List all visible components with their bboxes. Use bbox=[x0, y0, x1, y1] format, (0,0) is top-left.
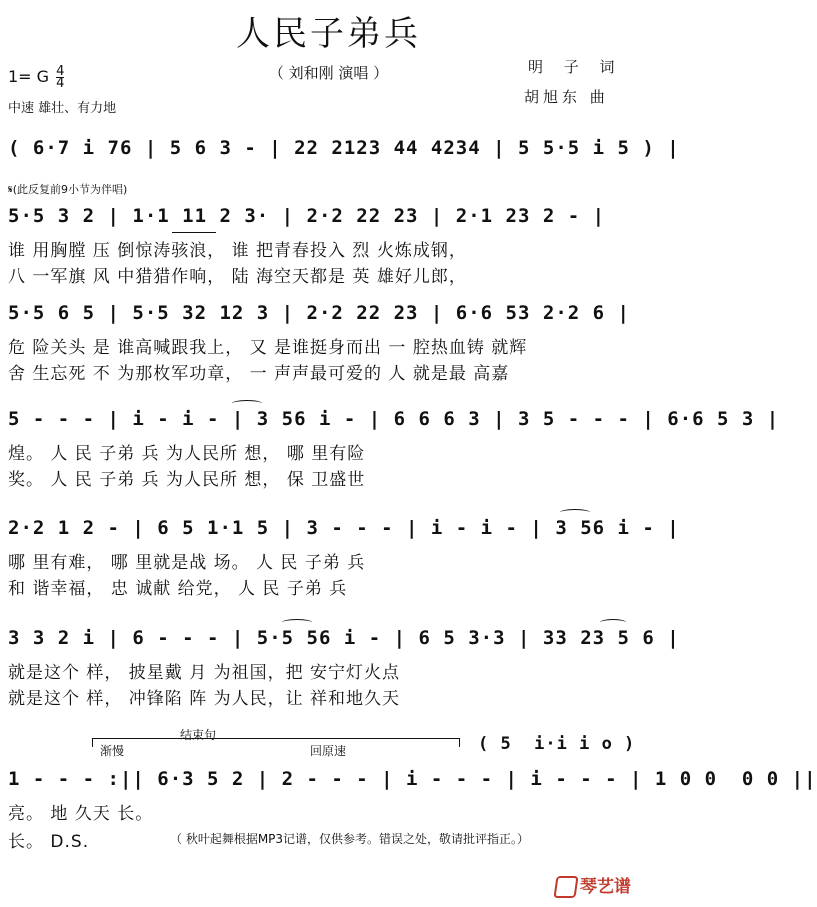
time-top: 4 bbox=[56, 64, 65, 79]
composer-credit: 胡旭东 曲 bbox=[524, 88, 609, 106]
lyricist-credit: 明 子 词 bbox=[528, 58, 623, 76]
lyric-row-4-verse-2: 和 谐幸福， 忠 诚献 给党， 人 民 子弟 兵 bbox=[8, 579, 348, 599]
lyric-row-1-verse-2: 八 一军旗 风 中猎猎作响， 陆 海空天都是 英 雄好儿郎， bbox=[8, 267, 467, 287]
gradual-slow-label: 渐慢 bbox=[100, 744, 125, 758]
under-1 bbox=[172, 232, 216, 233]
watermark bbox=[555, 872, 631, 898]
lyric-row-2-verse-1: 危 险关头 是 谁高喊跟我上， 又 是谁挺身而出 一 腔热血铸 就辉 bbox=[8, 338, 528, 358]
notation-row-4: 2·2 1 2 - | 6 5 1·1 5 | 3 - - - | i - i - | 3 56 i - | bbox=[8, 517, 680, 539]
lyric-row-4-verse-1: 哪 里有难， 哪 里就是战 场。 人 民 子弟 兵 bbox=[8, 553, 366, 573]
time-bottom: 4 bbox=[56, 76, 65, 91]
coda-notes: ( 5 i·i i o ) bbox=[478, 734, 636, 754]
segno-note: 𝄋(此反复前9小节为伴唱) bbox=[8, 183, 128, 196]
lyric-row-5-verse-1: 就是这个 样， 披星戴 月 为祖国，把 安宁灯火点 bbox=[8, 663, 401, 683]
notation-row-1: 5·5 3 2 | 1·1 11 2 3· | 2·2 22 23 | 2·1 23 2 - | bbox=[8, 205, 606, 227]
notation-row-2: 5·5 6 5 | 5·5 32 12 3 | 2·2 22 23 | 6·6 53 2·2 6 | bbox=[8, 302, 630, 324]
slur-row-5a bbox=[282, 619, 312, 626]
slur-row-3 bbox=[232, 400, 262, 407]
a-tempo-label: 回原速 bbox=[310, 744, 347, 758]
lyric-row-3-verse-1: 煌。 人 民 子弟 兵 为人民所 想， 哪 里有险 bbox=[8, 444, 366, 464]
slur-row-4 bbox=[560, 509, 590, 516]
watermark-logo-icon bbox=[553, 876, 578, 898]
slur-row-5b bbox=[600, 619, 626, 626]
song-title: 人民子弟兵 bbox=[236, 14, 421, 54]
watermark-text: 琴艺谱 bbox=[580, 877, 631, 897]
lyric-row-3-verse-2: 奖。 人 民 子弟 兵 为人民所 想， 保 卫盛世 bbox=[8, 470, 366, 490]
footnote: （ 秋叶起舞根据MP3记谱，仅供参考。错误之处，敬请批评指正。） bbox=[170, 832, 530, 846]
tempo-marking: 中速 雄壮、有力地 bbox=[8, 101, 117, 116]
singer-credit: （ 刘和刚 演唱 ） bbox=[268, 64, 389, 82]
lyric-row-1-verse-1: 谁 用胸膛 压 倒惊涛骇浪， 谁 把青春投入 烈 火炼成钢， bbox=[8, 241, 467, 261]
key-label: 1= G bbox=[8, 67, 50, 86]
lyric-row-6-verse-2: 长。 D.S. bbox=[8, 832, 90, 852]
time-signature bbox=[56, 66, 64, 89]
lyric-row-6-verse-1: 亮。 地 久天 长。 bbox=[8, 804, 154, 824]
key-signature bbox=[8, 66, 64, 89]
notation-row-5: 3 3 2 i | 6 - - - | 5·5 56 i - | 6 5 3·3 | 33 23 5 6 | bbox=[8, 627, 680, 649]
notation-row-intro: ( 6·7 i 76 | 5 6 3 - | 22 2123 44 4234 | 5 5·5 i 5 ) | bbox=[8, 137, 680, 159]
ending-bracket bbox=[92, 738, 460, 739]
ending-phrase-label: 结束句 bbox=[180, 728, 217, 742]
notation-row-6: 1 - - - :|| 6·3 5 2 | 2 - - - | i - - - | i - - - | 1 0 0 0 0 || bbox=[8, 768, 817, 790]
notation-row-3: 5 - - - | i - i - | 3 56 i - | 6 6 6 3 | 3 5 - - - | 6·6 5 3 | bbox=[8, 408, 780, 430]
lyric-row-2-verse-2: 舍 生忘死 不 为那枚军功章， 一 声声最可爱的 人 就是最 高嘉 bbox=[8, 364, 510, 384]
lyric-row-5-verse-2: 就是这个 样， 冲锋陷 阵 为人民，让 祥和地久天 bbox=[8, 689, 401, 709]
